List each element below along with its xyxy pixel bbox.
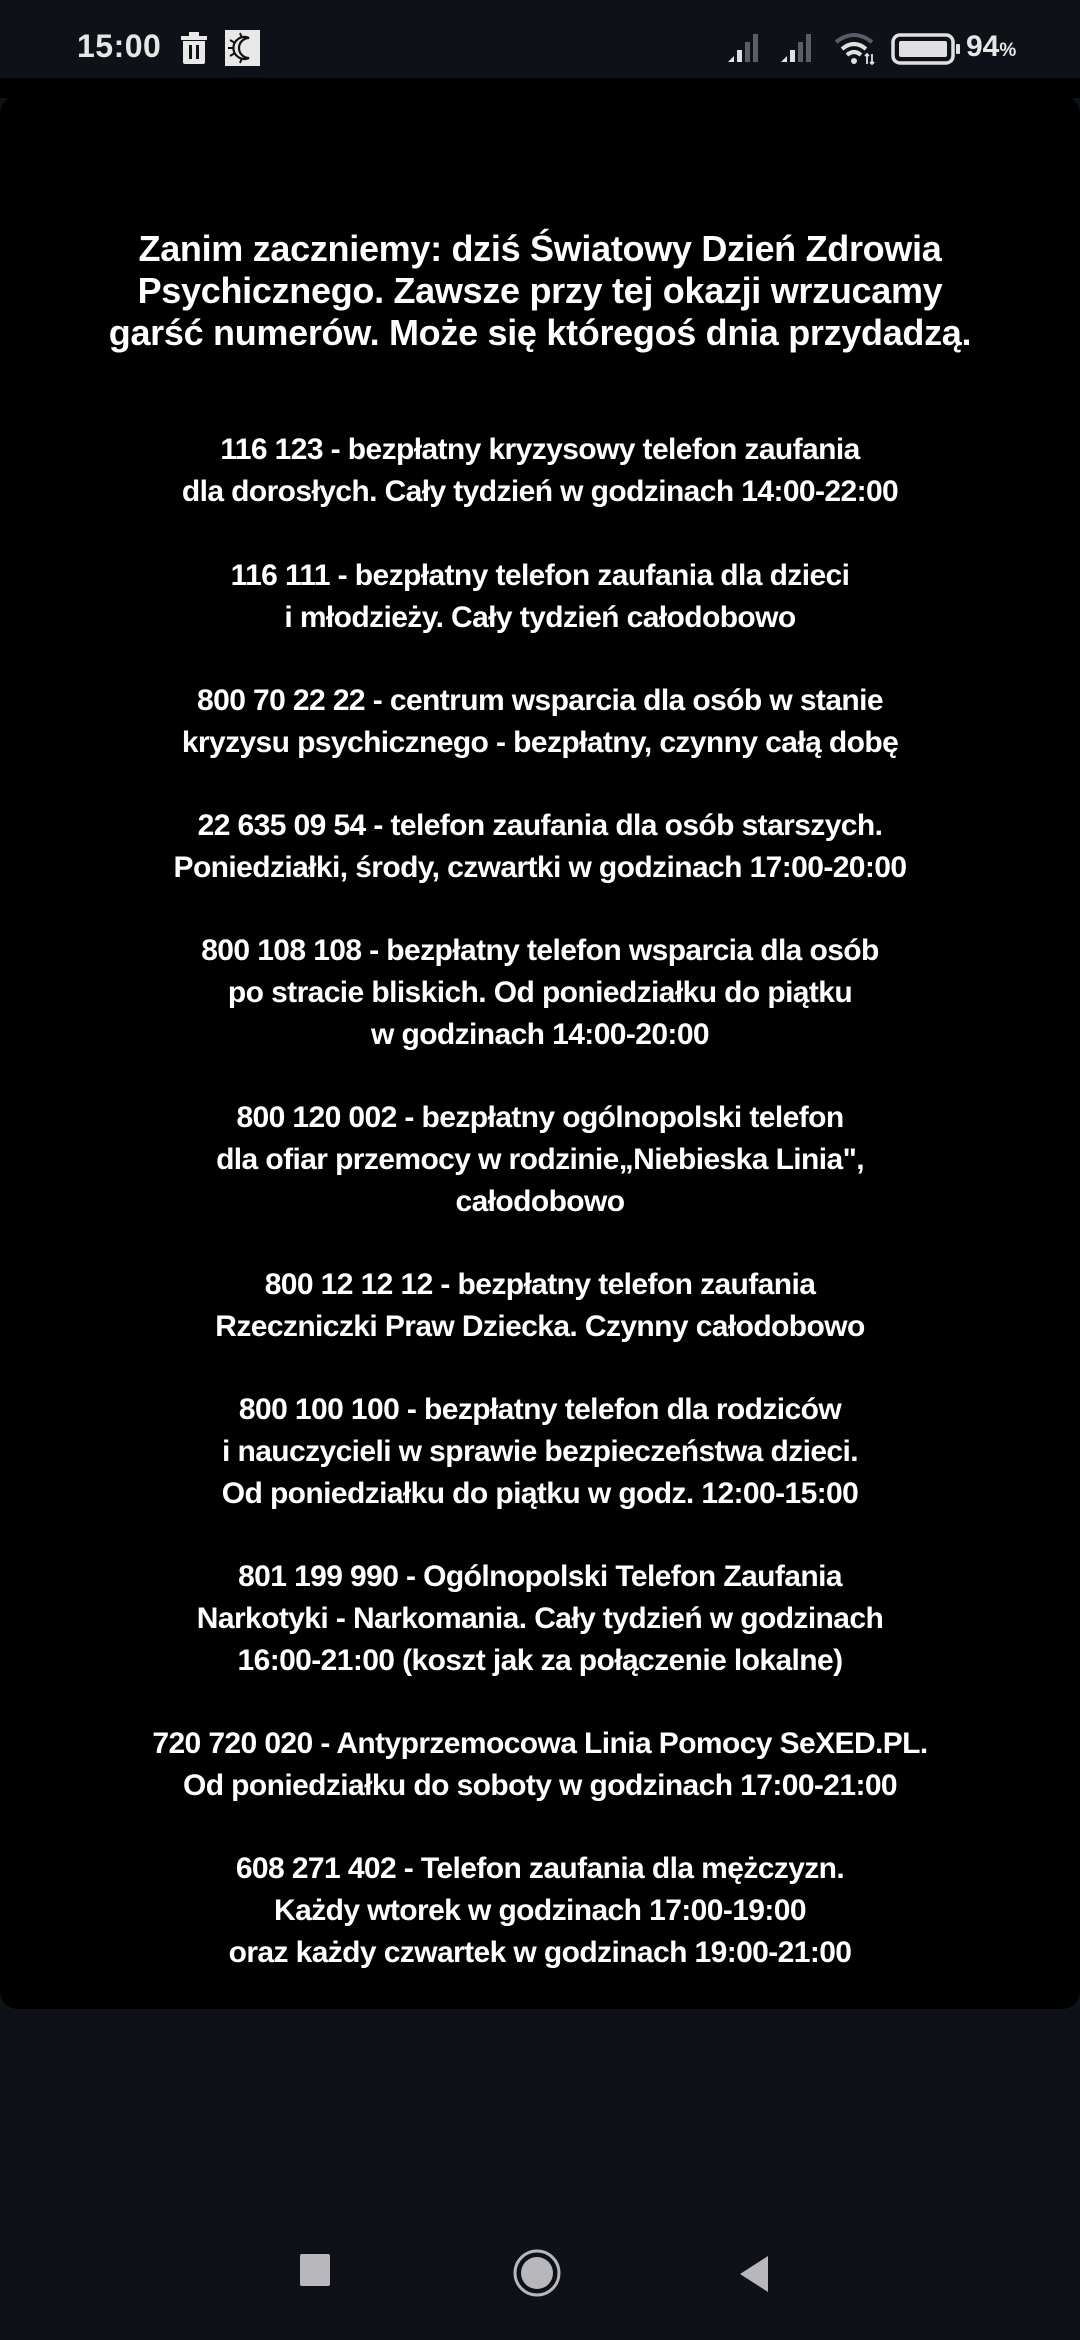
- hotline-entry: [0, 930, 1080, 1056]
- entry-line: 800 12 12 12 - bezpłatny telefon zaufania: [264, 1268, 816, 1301]
- entry-line: 16:00-21:00 (koszt jak za połączenie lokalne): [237, 1644, 843, 1677]
- hotline-entry: [0, 1723, 1080, 1807]
- entry-line: 800 100 100 - bezpłatny telefon dla rodziców: [238, 1393, 842, 1426]
- entry-line: i nauczycieli w sprawie bezpieczeństwa dzieci.: [222, 1435, 858, 1468]
- entry-line: dla ofiar przemocy w rodzinie„Niebieska Linia",: [216, 1143, 864, 1176]
- entry-line: 116 123 - bezpłatny kryzysowy telefon zaufania: [220, 433, 860, 466]
- status-time: 15:00: [77, 28, 162, 64]
- hotline-entry: [0, 680, 1080, 764]
- entry-line: 22 635 09 54 - telefon zaufania dla osób starszych.: [197, 809, 883, 842]
- entry-line: w godzinach 14:00-20:00: [371, 1018, 709, 1051]
- hotline-entry: [0, 1848, 1080, 1974]
- entry-line: Od poniedziałku do soboty w godzinach 17:00-21:00: [182, 1769, 898, 1802]
- top-band: [0, 78, 1080, 98]
- entry-line: 800 108 108 - bezpłatny telefon wsparcia dla osób: [201, 934, 879, 967]
- entry-line: 801 199 990 - Ogólnopolski Telefon Zaufania: [238, 1560, 842, 1593]
- intro-line: garść numerów. Może się któregoś dnia przydadzą.: [108, 312, 972, 353]
- hotline-entry: [0, 1389, 1080, 1515]
- status-bar: [0, 0, 1080, 78]
- hotline-entry: [0, 1556, 1080, 1682]
- hotline-entry: [0, 429, 1080, 513]
- battery-icon: [891, 33, 963, 65]
- entry-line: Od poniedziałku do piątku w godz. 12:00-15:00: [221, 1477, 859, 1510]
- back-button[interactable]: [738, 2254, 772, 2294]
- entry-line: 800 120 002 - bezpłatny ogólnopolski telefon: [236, 1101, 844, 1134]
- entry-line: oraz każdy czwartek w godzinach 19:00-21:00: [228, 1936, 852, 1969]
- entry-line: 800 70 22 22 - centrum wsparcia dla osób w stanie: [197, 684, 883, 717]
- entry-line: dla dorosłych. Cały tydzień w godzinach 14:00-22:00: [181, 475, 899, 508]
- home-button[interactable]: [512, 2248, 562, 2298]
- entry-line: i młodzieży. Cały tydzień całodobowo: [284, 601, 796, 634]
- hotline-entry: [0, 555, 1080, 639]
- signal-icon: [781, 32, 821, 64]
- entry-line: 116 111 - bezpłatny telefon zaufania dla dzieci: [230, 559, 850, 592]
- trash-icon: [181, 32, 207, 64]
- entry-line: po stracie bliskich. Od poniedziałku do piątku: [227, 976, 853, 1009]
- signal-icon: [728, 32, 768, 64]
- hotline-entry: [0, 1264, 1080, 1348]
- recents-button[interactable]: [300, 2250, 330, 2290]
- entry-line: całodobowo: [455, 1185, 625, 1218]
- wifi-icon: [834, 32, 880, 68]
- entry-line: Każdy wtorek w godzinach 17:00-19:00: [274, 1894, 806, 1927]
- brightness-icon: [225, 30, 260, 66]
- intro-line: Zanim zaczniemy: dziś Światowy Dzień Zdrowia: [138, 228, 942, 269]
- hotline-entry: [0, 1097, 1080, 1223]
- entry-line: Poniedziałki, środy, czwartki w godzinach 17:00-20:00: [173, 851, 907, 884]
- entry-line: Rzeczniczki Praw Dziecka. Czynny całodobowo: [215, 1310, 865, 1343]
- intro-text: [0, 228, 1080, 354]
- entry-line: Narkotyki - Narkomania. Cały tydzień w godzinach: [196, 1602, 884, 1635]
- battery-percentage: 94%: [966, 30, 1017, 63]
- hotline-entry: [0, 805, 1080, 889]
- entry-line: 720 720 020 - Antyprzemocowa Linia Pomocy SeXED.PL.: [152, 1727, 928, 1760]
- entry-line: kryzysu psychicznego - bezpłatny, czynny całą dobę: [181, 726, 899, 759]
- intro-line: Psychicznego. Zawsze przy tej okazji wrzucamy: [137, 270, 943, 311]
- entry-line: 608 271 402 - Telefon zaufania dla mężczyzn.: [235, 1852, 845, 1885]
